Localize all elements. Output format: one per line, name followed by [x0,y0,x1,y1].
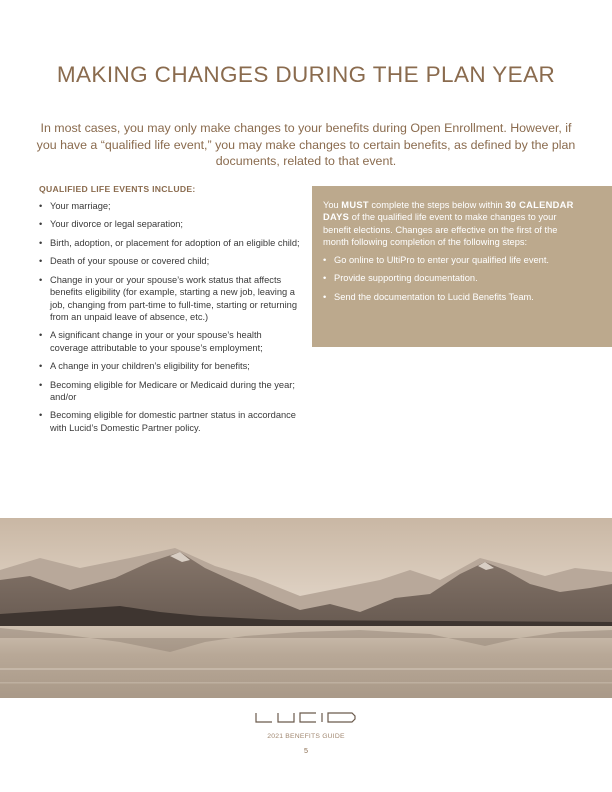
list-item: • Death of your spouse or covered child; [39,256,210,267]
deadline-callout [312,186,612,347]
list-item: • Go online to UltiPro to enter your qualified life event. [323,255,549,266]
bullet-icon: • [39,201,43,211]
callout-text: You MUST complete the steps below within 30 CALENDAR DAYS of the qualified life event to make changes to your benefit elections. Changes are effective on the first of the month following completion of the following steps: [323,200,574,247]
bullet-icon: • [323,291,327,302]
bullet-icon: • [39,256,43,267]
bullet-icon: • [39,361,43,372]
bullet-icon: • [39,274,43,285]
lucid-wordmark [254,712,358,724]
mountain-lake-photo [0,518,612,698]
bullet-icon: • [39,219,43,230]
list-item: • Becoming eligible for Medicare or Medicaid during the year; and/or [39,379,295,402]
bullet-icon: • [39,237,43,248]
bullet-icon: • [39,330,43,341]
list-item: • Becoming eligible for domestic partner status in accordance with Lucid’s Domestic Partner policy. [39,410,296,433]
list-item: • Your marriage; [39,201,111,211]
list-item: • A significant change in your or your spouse’s health coverage attributable to your spouse’s employment; [39,330,263,353]
page-title: MAKING CHANGES DURING THE PLAN YEAR [56,62,556,87]
bullet-icon: • [39,379,43,390]
list-item: • Change in your or your spouse’s work status that affects benefits eligibility (for example, starting a new job, leaving a job, changing from part-time to full-time, starting or returning from an unpaid leave of absence, etc.) [39,274,297,322]
bullet-icon: • [323,273,327,284]
footer-guide-label: 2021 BENEFITS GUIDE [267,733,345,740]
qualified-events-section [39,184,301,440]
must-emphasis: MUST [341,200,369,210]
intro-paragraph: In most cases, you may only make changes to your benefits during Open Enrollment. However, if you have a “qualified life event,” you may make changes to certain benefits, as defined by the plan documents, related to that event. [36,121,576,168]
page-number: 5 [304,746,308,755]
steps-list [323,254,584,303]
list-item: • A change in your children’s eligibility for benefits; [39,361,250,372]
qualified-events-list [39,200,301,434]
list-item: • Send the documentation to Lucid Benefits Team. [323,291,534,302]
list-item: • Birth, adoption, or placement for adoption of an eligible child; [39,237,300,248]
qualified-events-heading: QUALIFIED LIFE EVENTS INCLUDE: [39,184,196,194]
bullet-icon: • [323,255,327,266]
bullet-icon: • [39,410,43,421]
deadline-emphasis: 30 CALENDAR DAYS [323,200,574,223]
lucid-logo [0,711,612,729]
list-item: • Your divorce or legal separation; [39,219,183,230]
list-item: • Provide supporting documentation. [323,273,478,284]
